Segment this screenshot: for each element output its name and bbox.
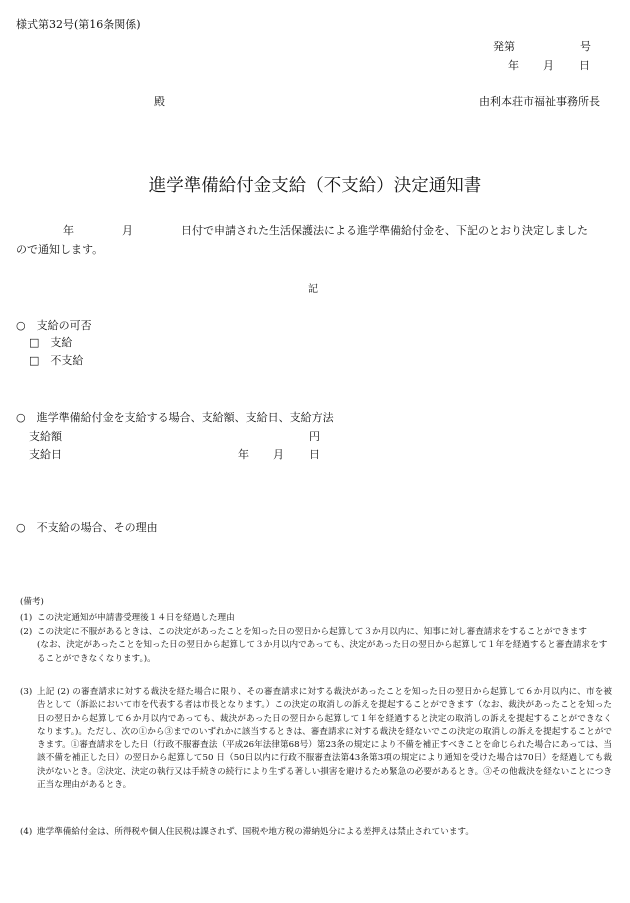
document-title: 進学準備給付金支給（不支給）決定通知書 (148, 176, 482, 196)
note-item (20, 612, 612, 625)
issue-number-prefix: 発第 (493, 40, 515, 53)
note-number: (2) (20, 627, 33, 637)
payment-date-label: 支給日 (29, 448, 62, 461)
issue-number-suffix: 号 (580, 40, 591, 53)
body-text: 日付で申請された生活保護法による進学準備給付金を、下記のとおり決定しました (181, 224, 588, 237)
note-item (20, 826, 612, 839)
note-number: (4) (20, 827, 33, 837)
section-denial-reason-heading: ○ 不支給の場合、その理由 (16, 521, 158, 534)
payment-date-day: 日 (309, 448, 320, 461)
option-deny: □ 不支給 (29, 354, 84, 367)
note-text: この決定に不服があるときは、この決定があったことを知った日の翌日から起算して３か月以内に、知事に対し審査請求をすることができます (37, 627, 587, 637)
body-month: 月 (122, 224, 133, 237)
note-item (20, 626, 612, 666)
payment-date-year: 年 (238, 448, 249, 461)
note-subtext: (なお、決定があったことを知った日の翌日から起算して３か月以内であっても、決定があった日の翌日から起算して１年を経過すると審査請求をすることができなくなります。)。 (37, 640, 608, 664)
body-year: 年 (63, 224, 74, 237)
form-number: 様式第32号(第16条関係) (16, 18, 141, 31)
section-approval-heading: ○ 支給の可否 (16, 319, 92, 332)
issue-date-month: 月 (543, 59, 554, 72)
body-text-line2: ので通知します。 (16, 243, 104, 256)
issue-date-day: 日 (579, 59, 590, 72)
note-number: (1) (20, 613, 33, 623)
note-text: この決定通知が申請書受理後１４日を経過した理由 (37, 613, 235, 623)
sender: 由利本荘市福祉事務所長 (479, 95, 600, 108)
ki-marker: 記 (308, 284, 318, 295)
payment-amount-label: 支給額 (29, 430, 62, 443)
section-payment-heading: ○ 進学準備給付金を支給する場合、支給額、支給日、支給方法 (16, 411, 334, 424)
addressee: 殿 (154, 95, 165, 108)
payment-amount-unit: 円 (309, 430, 320, 443)
payment-date-month: 月 (273, 448, 284, 461)
issue-number (493, 38, 591, 54)
issue-date-year: 年 (508, 59, 519, 72)
option-approve: □ 支給 (29, 336, 73, 349)
notes-heading: (備考) (20, 597, 44, 607)
note-number: (3) (20, 687, 33, 697)
note-text: 進学準備給付金は、所得税や個人住民税は課されず、国税や地方税の滞納処分による差押えは禁止されています。 (37, 827, 474, 837)
note-item (20, 686, 612, 792)
note-text: 上記 (2) の審査請求に対する裁決を経た場合に限り、その審査請求に対する裁決があったことを知った日の翌日から起算して６か月以内に、市を被告として（訴訟において市を代表する者は市長となります。）この決定の取消しの訴えを提起することができます（なお、裁決があったことを知った日の翌日から起算して６か月以内であっても、裁決があった日の翌日から起算して１年を経過すると決定の取消しの訴えを提起することができなくなります。)。ただし、次の①から③までのいずれかに該当するときは、審査請求に対する裁決を経ないでこの決定の取消しの訴えを提起することができます。①審査請求をした日（行政不服審査法（平成26年法律第68号）第23条の規定により不備を補正すべきことを命じられた場合にあっては、当該不備を補正した日）の翌日から起算して50 日（50日以内に行政不服審査法第43条第3項の規定により通知を受けた場合は70日）を経過しても裁決がないとき。②決定、決定の執行又は手続きの続行により生ずる著しい損害を避けるため緊急の必要があるとき。③その他裁決を経ないことにつき正当な理由があるとき。 (37, 687, 612, 791)
